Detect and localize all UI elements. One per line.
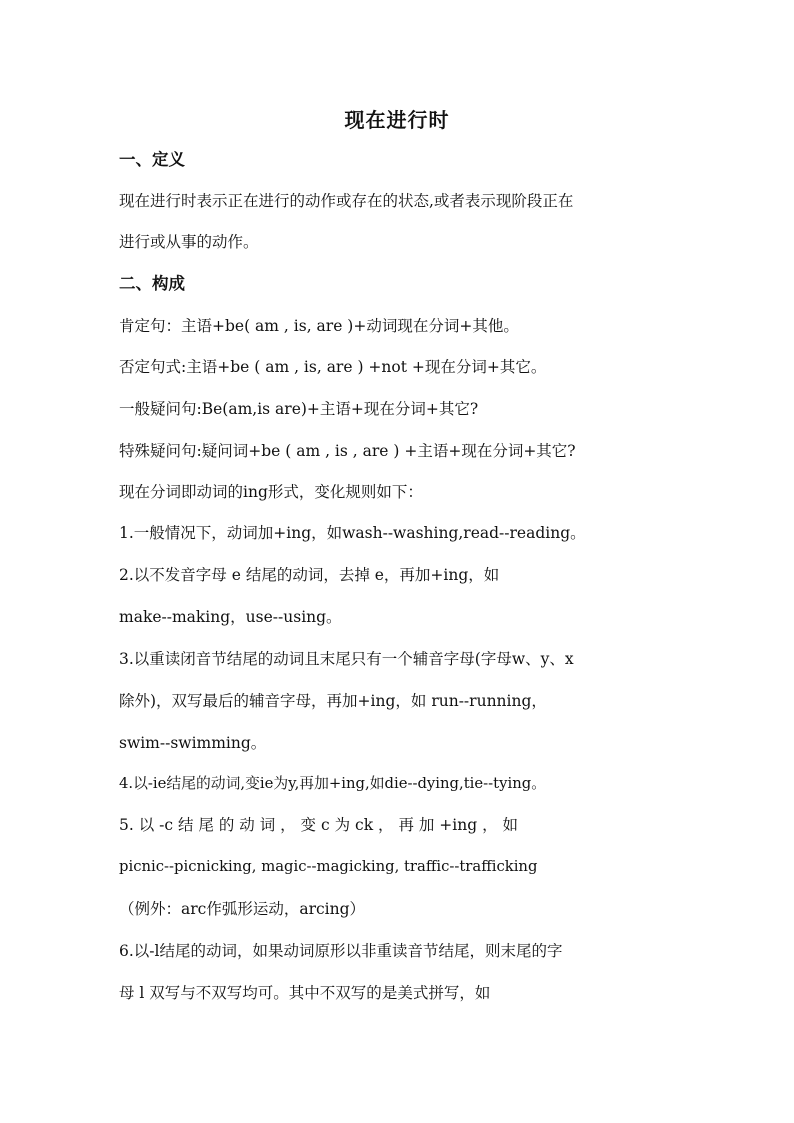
sentence-negative: 否定句式:主语+be ( am , is, are ) +not +现在分词+其它。: [119, 358, 547, 376]
rule-1: 1.一般情况下，动词加+ing，如wash--washing,read--reading。: [119, 524, 586, 542]
sentence-special-question: 特殊疑问句:疑问词+be ( am , is , are ) +主语+现在分词+其它?: [119, 442, 576, 460]
rule-3-line-2: 除外)，双写最后的辅音字母，再加+ing，如 run--running，: [119, 692, 547, 710]
sentence-general-question: 一般疑问句:Be(am,is are)+主语+现在分词+其它?: [119, 400, 479, 418]
rule-6-line-1: 6.以-l结尾的动词，如果动词原形以非重读音节结尾，则末尾的字: [119, 942, 563, 960]
rule-2-line-1: 2.以不发音字母 e 结尾的动词，去掉 e，再加+ing，如: [119, 566, 500, 584]
section-heading-structure: 二、构成: [119, 274, 185, 293]
definition-line-2: 进行或从事的动作。: [119, 233, 259, 251]
rule-4: 4.以-ie结尾的动词,变ie为y,再加+ing,如die--dying,tie--tying。: [119, 775, 547, 792]
rule-3-line-1: 3.以重读闭音节结尾的动词且末尾只有一个辅音字母(字母w、y、x: [119, 650, 574, 668]
rule-5-line-3: （例外：arc作弧形运动，arcing）: [119, 900, 366, 918]
rule-2-line-2: make--making，use--using。: [119, 608, 342, 626]
definition-line-1: 现在进行时表示正在进行的动作或存在的状态,或者表示现阶段正在: [119, 192, 574, 210]
rule-3-line-3: swim--swimming。: [119, 734, 267, 752]
section-heading-definition: 一、定义: [119, 150, 185, 169]
sentence-affirmative: 肯定句：主语+be( am , is, are )+动词现在分词+其他。: [119, 317, 519, 335]
rule-5-line-2: picnic--picnicking, magic--magicking, traffic--trafficking: [119, 858, 538, 875]
rule-6-line-2: 母 l 双写与不双写均可。其中不双写的是美式拼写，如: [119, 984, 491, 1002]
participle-intro: 现在分词即动词的ing形式，变化规则如下：: [119, 483, 423, 501]
document-title: 现在进行时: [344, 108, 450, 132]
rule-5-line-1: 5. 以 -c 结 尾 的 动 词 ， 变 c 为 ck ， 再 加 +ing ， 如: [119, 816, 518, 834]
